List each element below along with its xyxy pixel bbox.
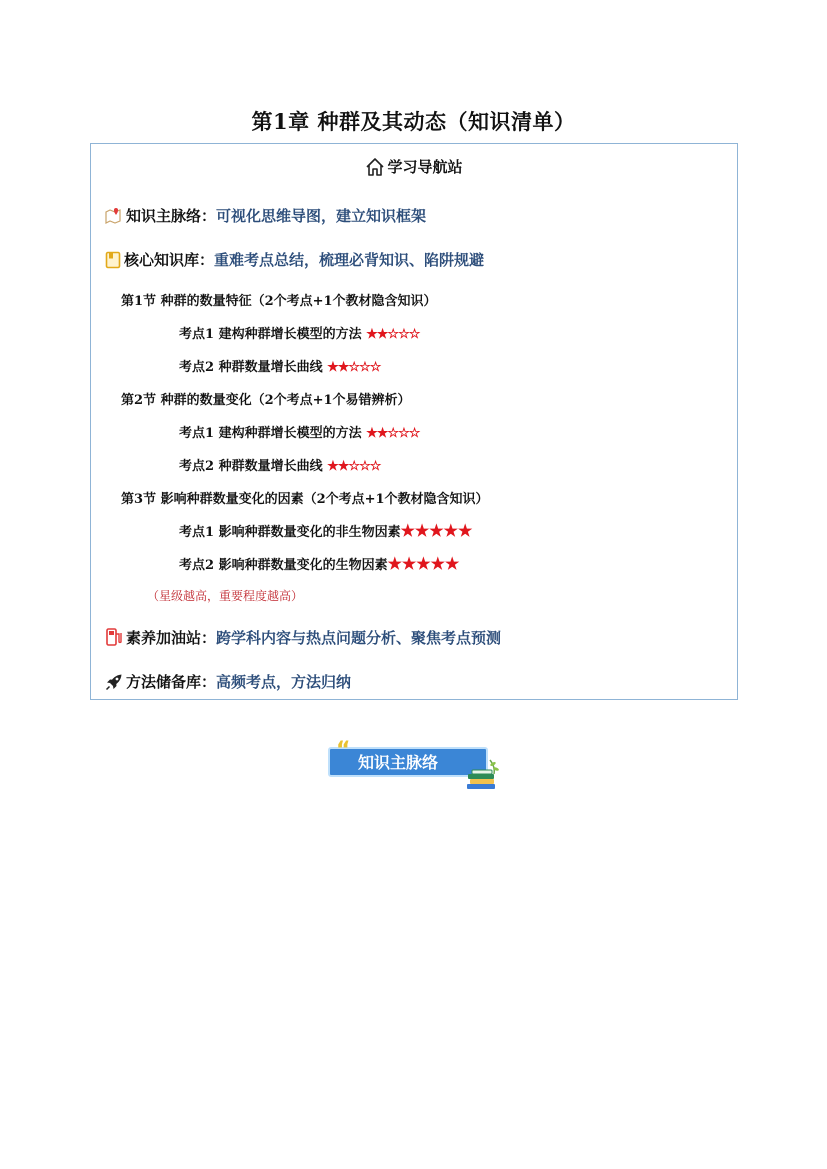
home-icon xyxy=(365,157,385,177)
star-rating: ★★☆☆☆ xyxy=(327,459,381,474)
section-2-point-1 xyxy=(179,422,419,441)
nav-item-knowledge-outline[interactable] xyxy=(105,205,426,226)
section-2-point-2 xyxy=(179,455,380,474)
section-1-point-1 xyxy=(179,323,419,342)
books-icon xyxy=(464,756,502,792)
section-1-point-2 xyxy=(179,356,380,375)
nav-item-desc: 跨学科内容与热点问题分析、聚焦考点预测 xyxy=(216,629,502,647)
star-rating: ★★☆☆☆ xyxy=(366,327,420,342)
nav-item-method-reserve[interactable] xyxy=(105,671,351,692)
rocket-icon xyxy=(105,673,123,691)
section-3-point-1 xyxy=(179,521,472,540)
map-pin-icon xyxy=(105,207,123,225)
point-text: 考点1 影响种群数量变化的非生物因素 xyxy=(179,525,401,540)
fuel-pump-icon xyxy=(105,627,123,647)
star-rating: ★★☆☆☆ xyxy=(327,360,381,375)
book-icon xyxy=(105,251,121,269)
nav-heading xyxy=(91,156,737,177)
star-legend-note: （星级越高，重要程度越高） xyxy=(147,589,304,603)
banner-quote-mark: “ xyxy=(336,738,351,763)
point-text: 考点1 建构种群增长模型的方法 xyxy=(179,426,362,441)
nav-item-literacy-station[interactable] xyxy=(105,627,501,648)
page-title: 第1章 种群及其动态（知识清单） xyxy=(251,109,576,134)
point-text: 考点1 建构种群增长模型的方法 xyxy=(179,327,362,342)
point-text: 考点2 种群数量增长曲线 xyxy=(179,360,323,375)
banner-label: 知识主脉络 xyxy=(358,753,439,772)
star-rating: ★★★★★ xyxy=(400,521,473,540)
learning-navigation-box xyxy=(90,143,738,700)
star-rating: ★★☆☆☆ xyxy=(366,426,420,441)
nav-item-desc: 可视化思维导图，建立知识框架 xyxy=(216,207,427,225)
section-2-title: 第2节 种群的数量变化（2个考点+1个易错辨析） xyxy=(121,393,411,408)
section-1-title: 第1节 种群的数量特征（2个考点+1个教材隐含知识） xyxy=(121,294,437,309)
section-banner-knowledge-outline xyxy=(328,738,503,794)
nav-heading-label: 学习导航站 xyxy=(387,158,463,176)
nav-item-desc: 重难考点总结，梳理必背知识、陷阱规避 xyxy=(214,251,485,269)
point-text: 考点2 种群数量增长曲线 xyxy=(179,459,323,474)
nav-item-label: 方法储备库： xyxy=(126,673,217,691)
star-rating: ★★★★★ xyxy=(387,554,460,573)
point-text: 考点2 影响种群数量变化的生物因素 xyxy=(179,558,388,573)
section-3-point-2 xyxy=(179,554,459,573)
nav-item-label: 素养加油站： xyxy=(126,629,217,647)
nav-item-desc: 高频考点，方法归纳 xyxy=(216,673,352,691)
nav-item-label: 知识主脉络： xyxy=(126,207,217,225)
nav-item-core-knowledge[interactable] xyxy=(105,249,484,270)
section-3-title: 第3节 影响种群数量变化的因素（2个考点+1个教材隐含知识） xyxy=(121,492,489,507)
nav-item-label: 核心知识库： xyxy=(124,251,215,269)
